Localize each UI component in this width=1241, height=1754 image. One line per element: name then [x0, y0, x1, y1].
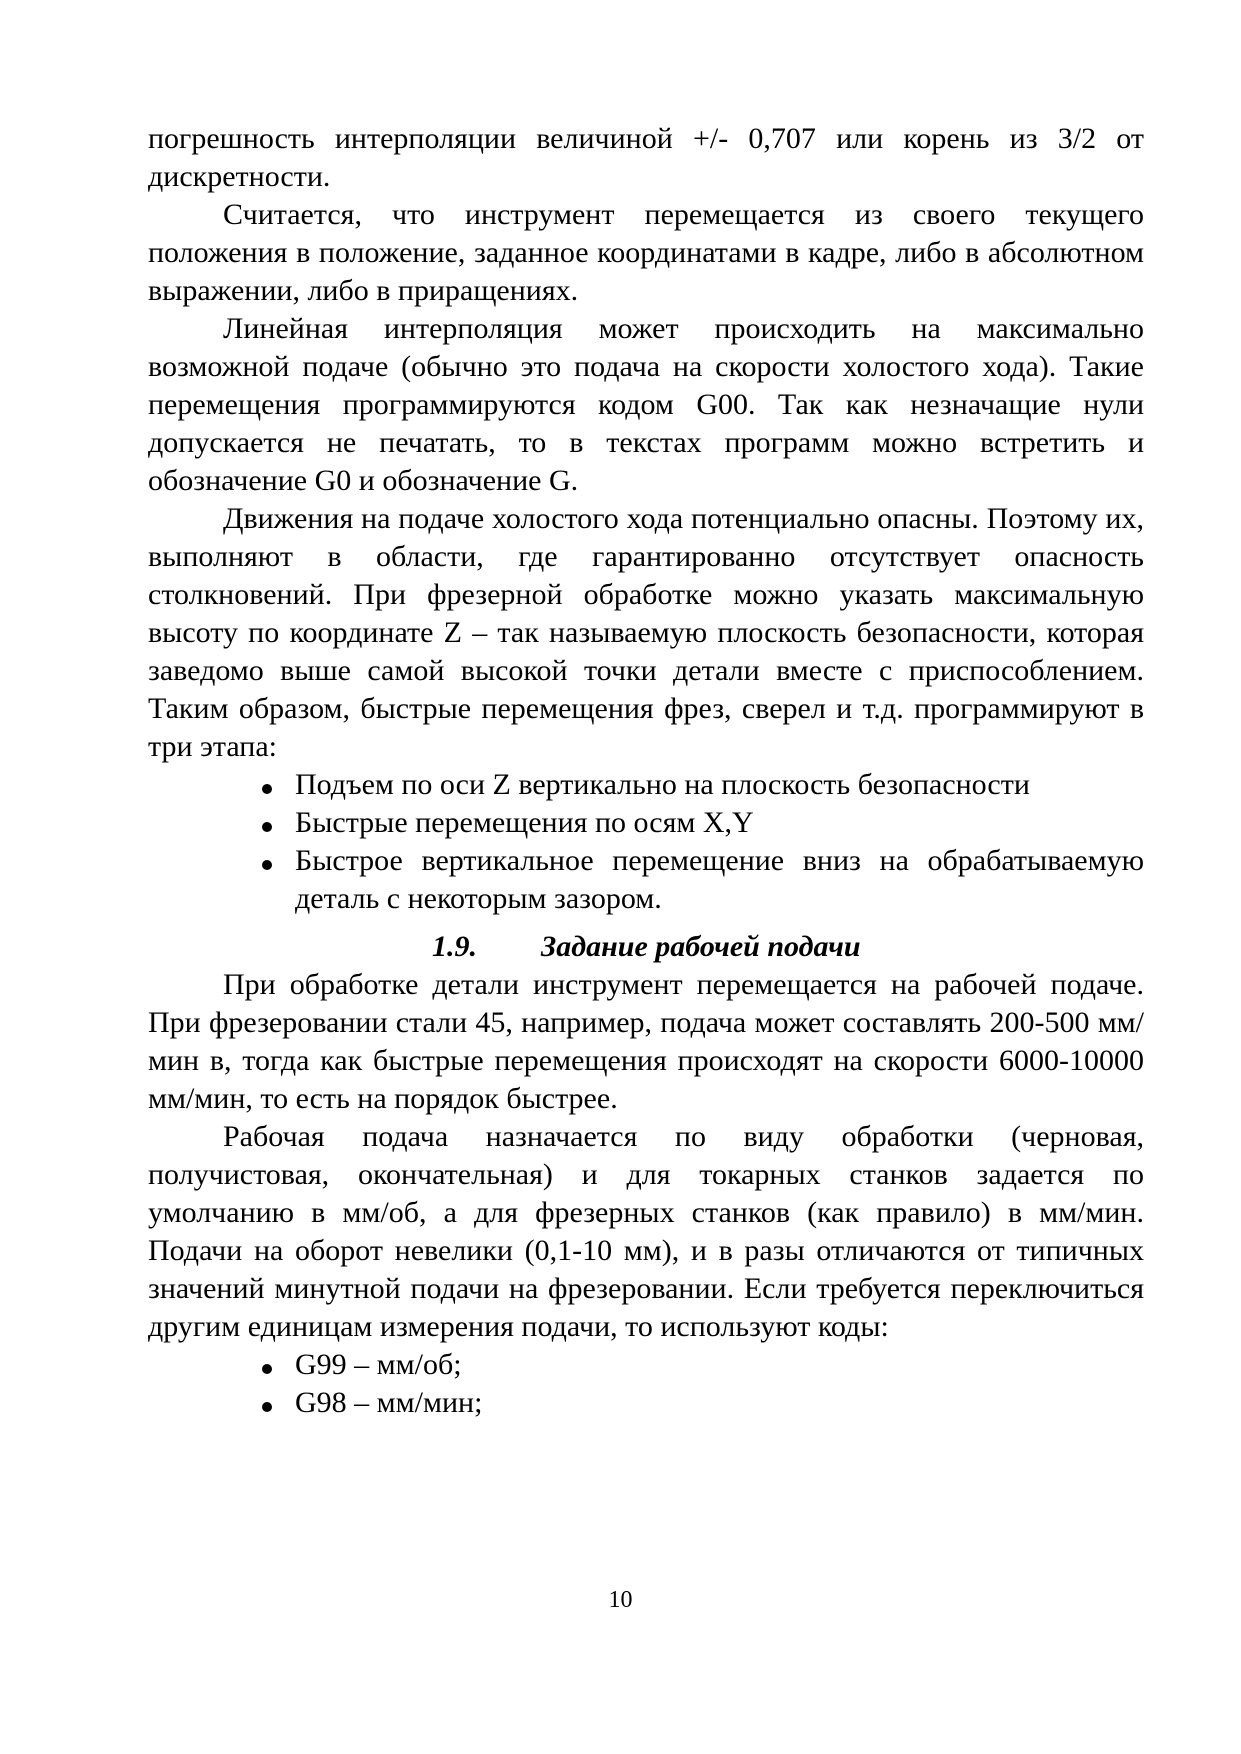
- section-title: Задание рабочей подачи: [541, 930, 861, 963]
- bullet-icon: [262, 860, 272, 870]
- paragraph-feed-units: Рабочая подача назначается по виду обработки (черновая, получистовая, окончательная) и для токарных станков задается по умолчанию в мм/об, а для фрезерных станков (как правило) в мм/мин. Подачи на оборот невелики (0,1-10 мм), и в разы отличаются от типичных значений минутной подачи на фрезеровании. Если требуется переключиться другим единицам измерения подачи, то используют коды:: [148, 1120, 1144, 1343]
- list-item: [148, 804, 1144, 842]
- section-heading: [148, 928, 1144, 966]
- section-number: 1.9.: [432, 930, 477, 963]
- paragraph-work-feed: При обработке детали инструмент перемещается на рабочей подаче. При фрезеровании стали 45, например, подача может составлять 200-500 мм/мин в, тогда как быстрые перемещения происходят на скорости 6000-10000 мм/мин, то есть на порядок быстрее.: [148, 968, 1144, 1115]
- bullet-icon: [262, 822, 272, 832]
- list-item-text: Быстрые перемещения по осям X,Y: [295, 806, 754, 839]
- bullet-icon: [262, 784, 272, 794]
- paragraph-interpolation-error: погрешность интерполяции величиной +/- 0,707 или корень из 3/2 от дискретности.: [148, 122, 1144, 193]
- feed-codes-list: [148, 1346, 1144, 1422]
- document-page: [148, 120, 1144, 1422]
- paragraph-tool-movement: Считается, что инструмент перемещается из своего текущего положения в положение, заданное координатами в кадре, либо в абсолютном выражении, либо в приращениях.: [148, 198, 1144, 307]
- list-item-text: G98 – мм/мин;: [295, 1386, 483, 1419]
- paragraph-rapid-danger: Движения на подаче холостого хода потенциально опасны. Поэтому их, выполняют в области, где гарантированно отсутствует опасность столкновений. При фрезерной обработке можно указать максимальную высоту по координате Z – так называемую плоскость безопасности, которая заведомо выше самой высокой точки детали вместе с приспособлением. Таким образом, быстрые перемещения фрез, сверел и т.д. программируют в три этапа:: [148, 502, 1144, 763]
- list-item: [148, 1384, 1144, 1422]
- page-number: 10: [608, 1587, 633, 1613]
- list-item: [148, 766, 1144, 804]
- list-item: [148, 1346, 1144, 1384]
- list-item: [148, 842, 1144, 918]
- bullet-icon: [262, 1402, 272, 1412]
- bullet-icon: [262, 1364, 272, 1374]
- paragraph-linear-interpolation: Линейная интерполяция может происходить на максимально возможной подаче (обычно это подача на скорости холостого хода). Такие перемещения программируются кодом G00. Так как незначащие нули допускается не печатать, то в текстах программ можно встретить и обозначение G0 и обозначение G.: [148, 312, 1144, 497]
- rapid-steps-list: [148, 766, 1144, 918]
- list-item-text: Подъем по оси Z вертикально на плоскость безопасности: [295, 768, 1030, 801]
- list-item-text: Быстрое вертикальное перемещение вниз на обрабатываемую деталь с некоторым зазором.: [295, 844, 1144, 915]
- list-item-text: G99 – мм/об;: [295, 1348, 462, 1381]
